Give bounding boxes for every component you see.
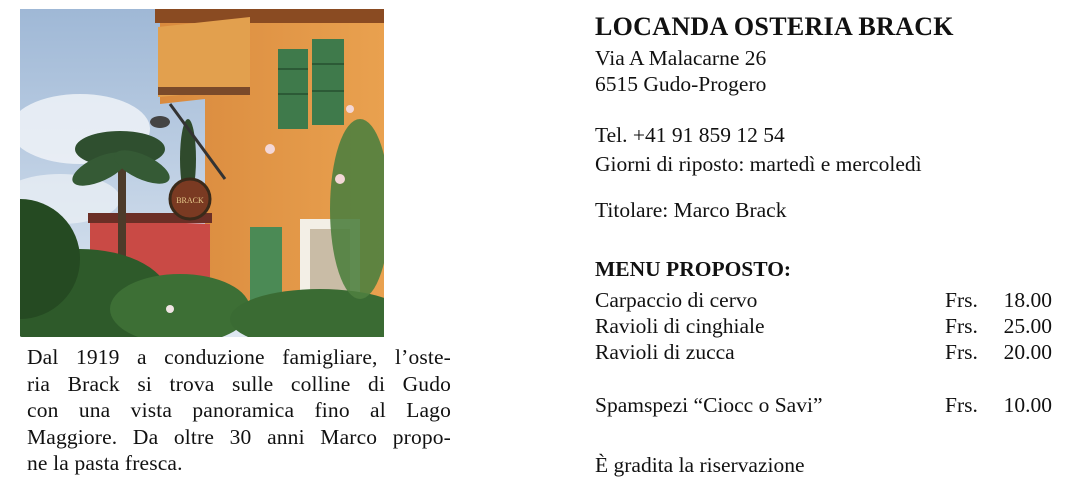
sign-text: BRACK [176, 196, 204, 205]
menu-item [595, 340, 1052, 366]
closed-days: Giorni di riposto: martedì e mercoledì [595, 152, 922, 176]
description-line: Dal 1919 a conduzione famigliare, l’oste- [27, 345, 451, 369]
menu-item-name: Ravioli di zucca [595, 340, 735, 364]
menu-item [595, 314, 1052, 340]
menu-item-currency: Frs. [945, 340, 978, 364]
restaurant-photo [20, 9, 384, 337]
phone-number: Tel. +41 91 859 12 54 [595, 123, 785, 147]
menu-heading: MENU PROPOSTO: [595, 257, 792, 281]
description-line: ria Brack si trova sulle colline di Gudo [27, 371, 451, 396]
menu-item [595, 288, 1052, 314]
dessert-price: 10.00 [1003, 393, 1052, 417]
menu-item-currency: Frs. [945, 314, 978, 338]
dessert-currency: Frs. [945, 393, 978, 417]
address-line-1: Via A Malacarne 26 [595, 46, 767, 70]
menu-item-currency: Frs. [945, 288, 978, 312]
restaurant-name: LOCANDA OSTERIA BRACK [595, 12, 954, 41]
menu-item-name: Ravioli di cinghiale [595, 314, 765, 338]
description-line: Maggiore. Da oltre 30 anni Marco propo- [27, 424, 451, 449]
menu-item-price: 18.00 [1003, 288, 1052, 312]
description-line: con una vista panoramica fino al Lago [27, 398, 451, 422]
address-line-2: 6515 Gudo-Progero [595, 72, 767, 96]
owner-name: Titolare: Marco Brack [595, 198, 787, 222]
description-line: ne la pasta fresca. [27, 451, 183, 475]
dessert-item [595, 393, 1052, 419]
menu-item-price: 20.00 [1003, 340, 1052, 364]
menu-item-price: 25.00 [1003, 314, 1052, 338]
description-text [27, 344, 451, 477]
menu-item-name: Carpaccio di cervo [595, 288, 758, 312]
dessert-name: Spamspezi “Ciocc o Savi” [595, 393, 823, 417]
reservation-note: È gradita la riservazione [595, 453, 805, 477]
